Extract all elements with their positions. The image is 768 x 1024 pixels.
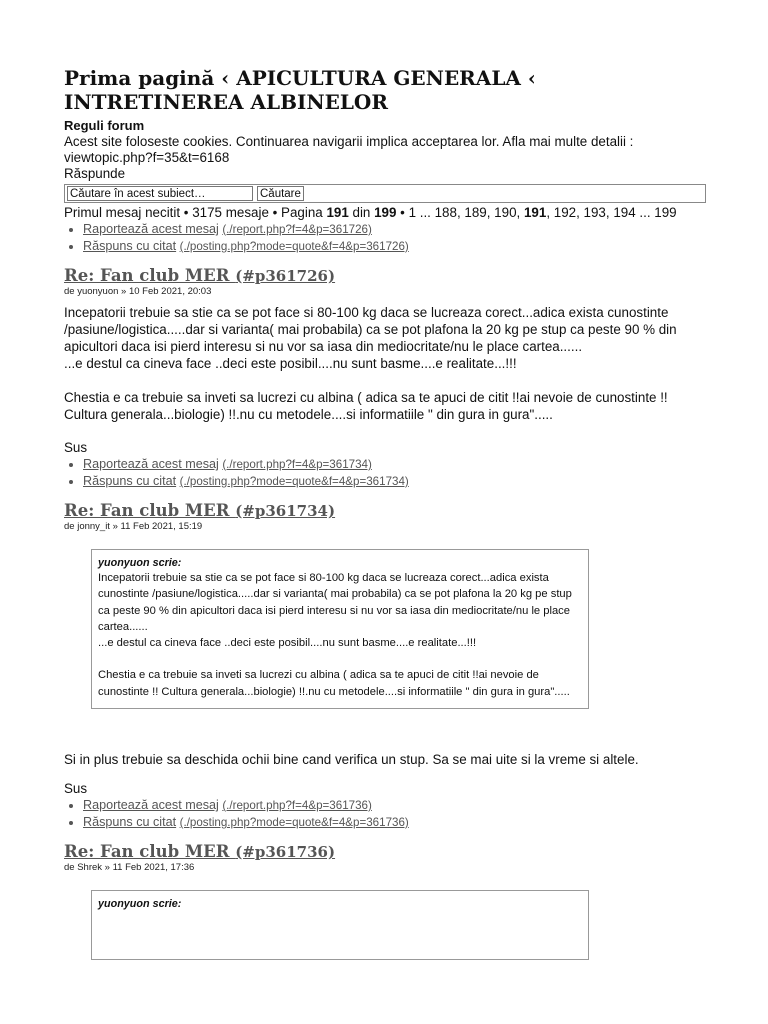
pagination: [64, 205, 706, 221]
quote-block: [91, 549, 589, 709]
cookie-notice: Acest site foloseste cookies. Continuarea navigarii implica acceptarea lor. Afla mai multe detalii : viewtopic.php?f=35&t=6168: [64, 134, 634, 165]
post-paragraph: Chestia e ca trebuie sa inveti sa lucrezi cu albina ( adica sa te apuci de citit !!ai nevoie de cunostinte !! Cultura generala...biologie) !!.nu cu metodele....si informatiile " din gura in gura".....: [64, 390, 668, 422]
page-content: [64, 66, 706, 960]
report-post-link[interactable]: Raportează acest mesaj: [83, 798, 219, 813]
quote-block: [91, 890, 589, 960]
current-page-marker: 191: [523, 205, 547, 220]
report-post-link[interactable]: Raportează acest mesaj: [83, 222, 219, 236]
post-title[interactable]: [64, 266, 706, 286]
report-post-link[interactable]: Raportează acest mesaj: [83, 457, 219, 471]
post-meta: de jonny_it » 11 Feb 2021, 15:19: [64, 521, 203, 532]
post-body: [64, 304, 706, 423]
post-meta: de Shrek » 11 Feb 2021, 17:36: [64, 862, 195, 874]
page-links-before[interactable]: • 1 ... 188, 189, 190,: [396, 205, 524, 220]
report-post-item: [83, 797, 706, 814]
top-post-actions: [64, 221, 706, 255]
post-meta: de yuonyuon » 10 Feb 2021, 20:03: [64, 286, 212, 297]
post-actions: [64, 797, 706, 831]
post: [64, 266, 706, 490]
back-to-top-link[interactable]: Sus: [64, 440, 88, 455]
post-title-text[interactable]: Re: Fan club MER: [64, 501, 236, 520]
post: [64, 842, 706, 960]
report-post-url[interactable]: (./report.php?f=4&p=361736): [222, 799, 372, 813]
post-paragraph: Si in plus trebuie sa deschida ochii bine cand verifica un stup. Sa se mai uite si la vreme si altele.: [64, 752, 639, 768]
forum-rules-link[interactable]: Reguli forum: [64, 118, 145, 133]
quote-reply-link[interactable]: Răspuns cu citat: [83, 239, 177, 253]
report-post-item: [83, 221, 706, 238]
quote-paragraph: ...e destul ca cineva face ..deci este posibil....nu sunt basme....e realitate...!!!: [98, 637, 477, 650]
quote-reply-item: [83, 473, 706, 490]
quote-reply-item: [83, 238, 706, 255]
page-links-after[interactable]: , 192, 193, 194 ... 199: [546, 205, 677, 220]
post-anchor[interactable]: (#p361736): [235, 843, 336, 862]
post-title[interactable]: [64, 842, 706, 862]
total-pages: 199: [374, 205, 397, 220]
post-anchor[interactable]: (#p361726): [235, 267, 336, 285]
post-paragraph: ...e destul ca cineva face ..deci este posibil....nu sunt basme....e realitate...!!!: [64, 356, 517, 371]
topic-search-bar: [64, 184, 706, 203]
page-title: Prima pagină ‹ APICULTURA GENERALA ‹ INTRETINEREA ALBINELOR: [64, 66, 536, 114]
quote-paragraph: Chestia e ca trebuie sa inveti sa lucrezi cu albina ( adica sa te apuci de citit !!ai nevoie de cunostinte !! Cultura generala...biologie) !!.nu cu metodele....si informatiile " din gura in gura".....: [98, 669, 570, 698]
report-post-url[interactable]: (./report.php?f=4&p=361734): [222, 458, 372, 471]
pagination-of: din: [348, 205, 375, 220]
quote-paragraph: Incepatorii trebuie sa stie ca se pot face si 80-100 kg daca se lucreaza corect...adica exista cunostinte /pasiune/logistica.....dar si varianta( mai probabila) ca se pot plafona la 20 kg pe stup ca peste 90 % din apicultori daca isi pierd interesu si nu vor sa iasa din mediocritate/nu le place cartea......: [98, 572, 572, 633]
post-title[interactable]: [64, 501, 706, 521]
quote-author: yuonyuon scrie:: [98, 557, 182, 569]
quote-reply-link[interactable]: Răspuns cu citat: [83, 474, 177, 488]
quote-reply-url[interactable]: (./posting.php?mode=quote&f=4&p=361734): [179, 475, 409, 488]
report-post-url[interactable]: (./report.php?f=4&p=361726): [222, 223, 372, 236]
post-anchor[interactable]: (#p361734): [235, 502, 336, 520]
post-paragraph: Incepatorii trebuie sa stie ca se pot face si 80-100 kg daca se lucreaza corect...adica exista cunostinte /pasiune/logistica.....dar si varianta( mai probabila) ca se pot plafona la 20 kg pe stup ca peste 90 % din apicultori daca isi pierd interesu si nu vor sa iasa din mediocritate/nu le place cartea......: [64, 305, 677, 354]
quote-reply-url[interactable]: (./posting.php?mode=quote&f=4&p=361726): [179, 240, 409, 253]
current-page: 191: [326, 205, 349, 220]
pagination-prefix[interactable]: Primul mesaj necitit • 3175 mesaje • Pagina: [64, 205, 327, 220]
report-post-item: [83, 456, 706, 473]
back-to-top-link[interactable]: Sus: [64, 781, 88, 797]
post-actions: [64, 456, 706, 490]
search-button[interactable]: Căutare: [257, 186, 304, 201]
reply-link[interactable]: Răspunde: [64, 166, 126, 181]
quote-text: [98, 570, 582, 700]
post: [64, 501, 706, 831]
topic-search-input[interactable]: Căutare în acest subiect…: [67, 186, 253, 201]
quote-reply-url[interactable]: (./posting.php?mode=quote&f=4&p=361736): [179, 816, 409, 830]
post-title-text[interactable]: Re: Fan club MER: [64, 842, 236, 862]
quote-reply-link[interactable]: Răspuns cu citat: [83, 815, 177, 830]
quote-reply-item: [83, 814, 706, 831]
post-title-text[interactable]: Re: Fan club MER: [64, 266, 236, 285]
quote-author: yuonyuon scrie:: [98, 898, 182, 911]
post-body: [64, 751, 706, 768]
